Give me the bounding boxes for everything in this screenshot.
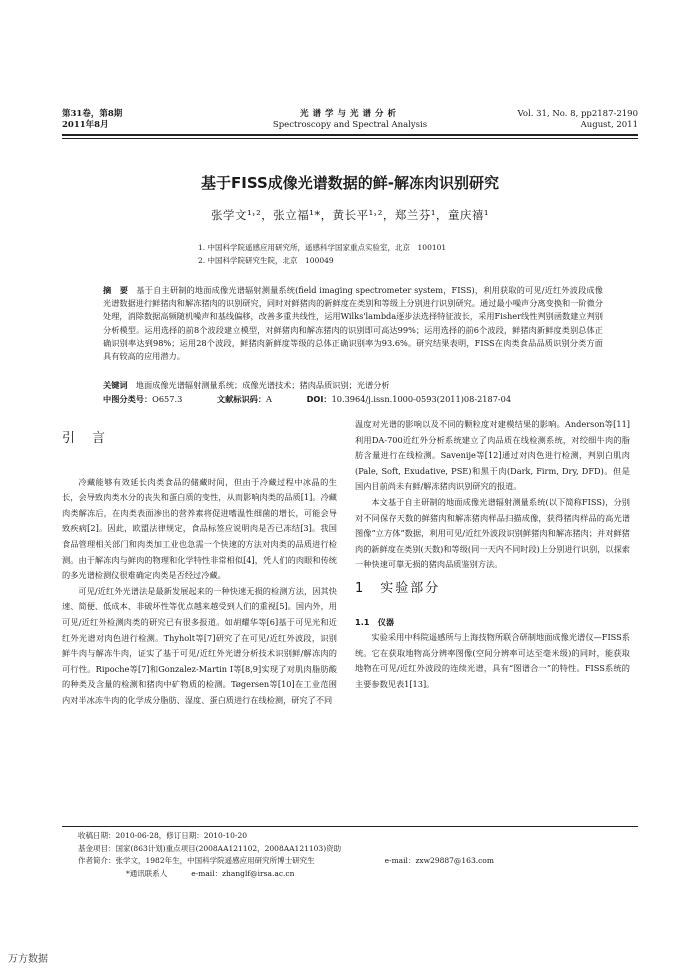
source-watermark: 万方数据 xyxy=(8,954,48,965)
subsection-1-1-heading: 1.1 仪器 xyxy=(355,616,395,627)
abstract-text: 基于自主研制的地面成像光谱辐射测量系统(field imaging spectrometer system，FISS)，利用获取的可见/近红外波段成像光谱数据进行鲜猪肉和解冻猪肉的识别研究，同时对鲜猪肉的新鲜度在类别和等级上分别进行识别研究。通过最小噪声分离变换和一阶微分处理，消除数据高频随机噪声和基线偏移，改善多重共线性，运用Wilks'lambda逐步法选择特征波长，采用Fisher线性判别函数建立判别分析模型。运用选择的前8个波段建立模型，对鲜猪肉和解冻猪肉的识别即可高达99%；运用选择的前6个波段，鲜猪肉新鲜度类别总体正确识别率达到98%；运用28个波段，鲜猪肉新鲜度等级的总体正确识别率为93.6%。研究结果表明，FISS在肉类食品品质识别分类方面具有较高的应用潜力。 xyxy=(103,285,603,362)
header-rule-thick xyxy=(62,134,638,136)
footnote-rule xyxy=(62,826,638,827)
clc-value: O657.3 xyxy=(152,394,183,404)
right-column xyxy=(355,417,630,693)
footnote-corresponding xyxy=(78,868,618,881)
intro-paragraph-2: 可见/近红外光谱法是最新发展起来的一种快速无损的检测方法，因其快速、简便、低成本、非破坏性等优点越来越受到人们的重视[5]。国内外，用可见/近红外检测肉类的研究已有很多报道。如胡耀华等[6]基于可见光和近红外光谱对肉色进行检测。Thyholt等[7]研究了在可见/近红外波段，识别鲜牛肉与解冻牛肉，证实了基于可见/近红外光谱分析技术识别鲜/解冻肉的可行性。Ripoche等[7]和Gonzalez-Martin I等[8,9]实现了对肌肉脂肪酸的种类及含量的检测和猪肉中矿物质的检测。Tøgersen等[10]在工业范围内对半冰冻牛肉的化学成分脂肪、湿度、蛋白质进行在线检测，研究了不同 xyxy=(62,585,337,705)
clc-label: 中图分类号： xyxy=(103,394,153,404)
affiliation-1: 1. 中国科学院遥感应用研究所，遥感科学国家重点实验室，北京 100101 xyxy=(198,243,447,252)
doc-code-label: 文献标识码： xyxy=(216,394,267,404)
section-1-paragraph-1: 实验采用中科院遥感所与上海技物所联合研制地面成像光谱仪—FISS系统。它在获取地物高分辨率图像(空间分辨率可达至毫米级)的同时，能获取地物在可见/近红外波段的连续光谱，具有“图谱合一”的特性。FISS系统的主要参数见表1[13]。 xyxy=(355,632,630,689)
keywords-label: 关键词 xyxy=(103,380,128,390)
keywords-text: 地面成像光谱辐射测量系统；成像光谱技术；猪肉品质识别；光谱分析 xyxy=(135,380,390,390)
paper-title: 基于FISS成像光谱数据的鲜-解冻肉识别研究 xyxy=(201,174,499,192)
affiliation-2: 2. 中国科学院研究生院，北京 100049 xyxy=(198,256,334,265)
doi-value: 10.3964/j.issn.1000-0593(2011)08-2187-04 xyxy=(331,394,512,404)
intro-paragraph-1: 冷藏能够有效延长肉类食品的储藏时间，但由于冷藏过程中冰晶的生长，会导致肉类水分的丧失和蛋白质的变性，从而影响肉类的品质[1]。冷藏肉类解冻后，在肉类表面渗出的营养素将促进嗜温性细菌的增长，可能会导致疾病[2]。因此，欧盟法律规定，食品标签应说明肉是否已冻结[3]。我国食品管理相关部门和肉类加工业也急需一个快速的方法对肉类的品质进行检测。由于解冻肉与鲜肉的物理和化学特性非常相似[4]，凭人们的肉眼和传统的多光谱检测仪很难确定肉类是否经过冷藏。 xyxy=(62,476,337,581)
abstract-label: 摘 要 xyxy=(103,285,129,295)
doi-label: DOI： xyxy=(306,394,332,404)
volume-issue-text: 第31卷，第8期 xyxy=(62,109,123,119)
intro-paragraph-3: 温度对光谱的影响以及不同的颗粒度对建模结果的影响。Anderson等[11]利用DA-700近红外分析系统建立了肉品质在线检测系统，对绞细牛肉的脂肪含量进行在线检测。Savenije等[12]通过对肉色进行检测，判别白肌肉(Pale, Soft, Exudative, PSE)和黑干肉(Dark, Firm, Dry, DFD)。但是国内目前尚未有鲜/解冻猪肉识别研究的报道。 xyxy=(355,419,630,492)
volume-pages: Vol. 31, No. 8, pp2187-2190 xyxy=(517,109,638,119)
issue-date: 2011年8月 xyxy=(62,120,109,130)
journal-name-cn: 光谱学与光谱分析 xyxy=(299,109,400,119)
classification-line xyxy=(103,393,603,405)
journal-header xyxy=(62,105,638,137)
citation-info xyxy=(518,109,638,131)
footnote-bio-email: e-mail：zxw29887@163.com xyxy=(384,856,494,865)
footnote-corr-label: *通讯联系人 xyxy=(126,868,168,878)
footnote-bio xyxy=(78,855,618,868)
footnote-bio-text: 作者简介：张学文，1982年生，中国科学院遥感应用研究所博士研究生 xyxy=(78,856,315,865)
publish-month: August, 2011 xyxy=(580,120,638,130)
abstract xyxy=(103,284,603,363)
footnote-corr-email: e-mail：zhanglf@irsa.ac.cn xyxy=(191,868,295,878)
footnote-dates: 收稿日期：2010-06-28，修订日期：2010-10-20 xyxy=(78,831,247,840)
keywords xyxy=(103,379,603,391)
doc-code-value: A xyxy=(266,394,272,404)
intro-paragraph-4: 本文基于自主研制的地面成像光谱辐射测量系统(以下简称FISS)，分别对不同保存天数的鲜猪肉和解冻猪肉样品扫描成像，获得猪肉样品的高光谱图像“立方体”数据，利用可见/近红外波段识别鲜猪肉和解冻猪肉；并对鲜猪肉的新鲜度在类别(天数)和等级(同一天内不同时段)上分别进行识别，以探索一种快速可靠无损的猪肉品质鉴别方法。 xyxy=(355,496,630,570)
intro-heading: 引 言 xyxy=(62,431,108,446)
footnote-fund: 基金项目：国家(863计划)重点项目(2008AA121102，2008AA121103)资助 xyxy=(78,843,342,853)
left-column xyxy=(62,417,337,709)
section-1-heading: 1 实验部分 xyxy=(355,580,441,596)
author-list: 张学文¹˒²，张立福¹*，黄长平¹˒²，郑兰芬¹，童庆禧¹ xyxy=(210,208,490,222)
footnotes xyxy=(78,830,618,880)
header-rule-thin xyxy=(62,138,638,139)
journal-name-en: Spectroscopy and Spectral Analysis xyxy=(272,120,428,130)
